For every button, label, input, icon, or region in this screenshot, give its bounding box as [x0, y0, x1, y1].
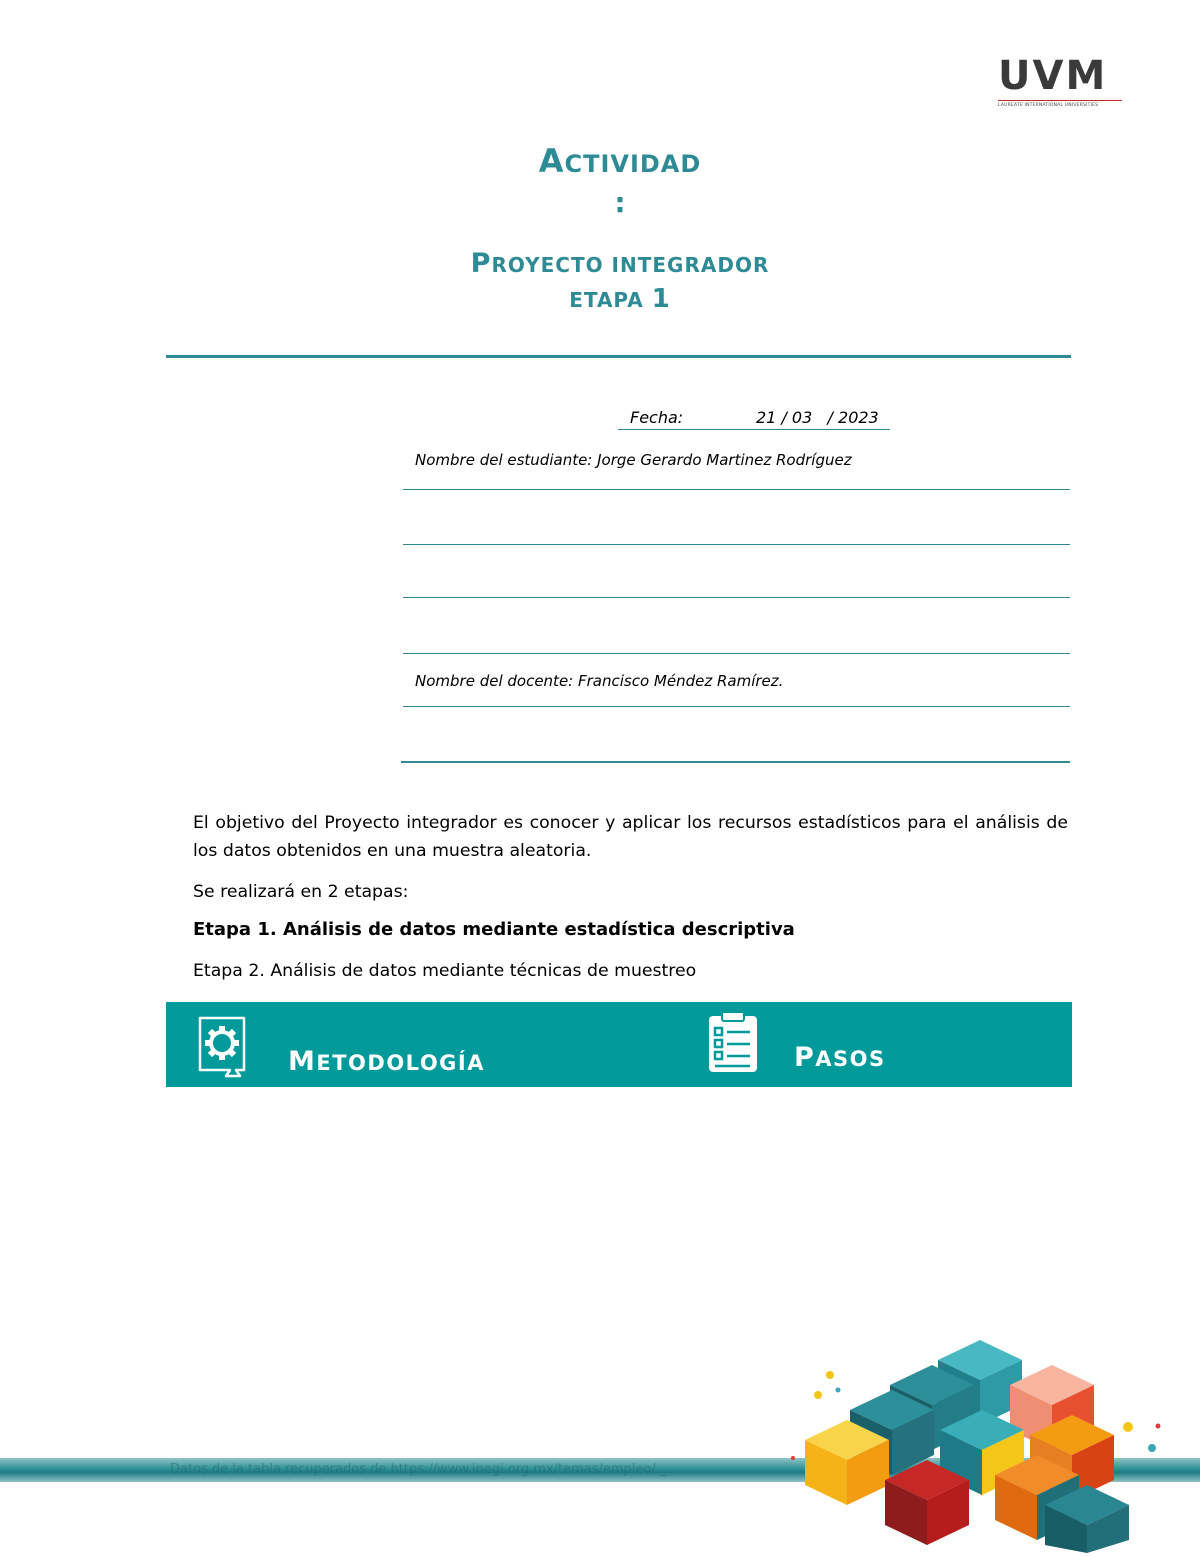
title-project-rest: ROYECTO INTEGRADOR [491, 253, 770, 277]
form-line [403, 544, 1070, 545]
form-line [403, 706, 1070, 707]
footer-source-text: Datos de la tabla recuperados de https://www.inegi.org.mx/temas/empleo/ _ [170, 1462, 667, 1477]
date-field [618, 407, 890, 430]
section-band [166, 1002, 1072, 1087]
title-colon: : [614, 186, 626, 219]
title-activity-rest: CTIVIDAD [564, 150, 702, 178]
logo-tagline: LAUREATE INTERNATIONAL UNIVERSITIES [998, 103, 1099, 108]
title-divider [166, 355, 1071, 358]
title-stage-number: 1 [651, 284, 671, 314]
gear-icon [196, 1014, 250, 1078]
teacher-name: Nombre del docente: Francisco Méndez Ramírez. [415, 672, 784, 690]
logo-divider [998, 100, 1122, 101]
student-name: Nombre del estudiante: Jorge Gerardo Martinez Rodríguez [415, 451, 852, 469]
steps-label [794, 1042, 886, 1073]
uvm-logo [998, 53, 1122, 110]
methodology-label [288, 1046, 485, 1077]
title-stage [0, 284, 1200, 314]
form-line [401, 761, 1070, 763]
steps-rest: ASOS [815, 1047, 886, 1071]
stage-2: Etapa 2. Análisis de datos mediante técnicas de muestreo [193, 961, 697, 981]
title-project [0, 248, 1200, 279]
date-value: 21 / 03 / 2023 [756, 408, 879, 427]
logo-word: UVM [998, 53, 1108, 99]
form-line [403, 653, 1070, 654]
title-activity [0, 142, 1200, 180]
checklist-icon [706, 1010, 760, 1076]
date-label: Fecha: [630, 408, 684, 427]
cubes-decoration [790, 1330, 1170, 1553]
form-line [403, 597, 1070, 598]
title-stage-text: ETAPA [569, 288, 652, 312]
title-activity-initial: A [538, 142, 565, 180]
stages-intro: Se realizará en 2 etapas: [193, 882, 409, 902]
steps-initial: P [794, 1042, 816, 1073]
methodology-rest: ETODOLOGÍA [316, 1051, 485, 1075]
methodology-initial: M [288, 1046, 317, 1077]
title-project-initial: P [470, 248, 492, 279]
stage-1: Etapa 1. Análisis de datos mediante estadística descriptiva [193, 919, 795, 940]
form-line [403, 489, 1070, 490]
objective-paragraph: El objetivo del Proyecto integrador es conocer y aplicar los recursos estadísticos para el análisis de los datos obtenidos en una muestra aleatoria. [193, 813, 1068, 861]
